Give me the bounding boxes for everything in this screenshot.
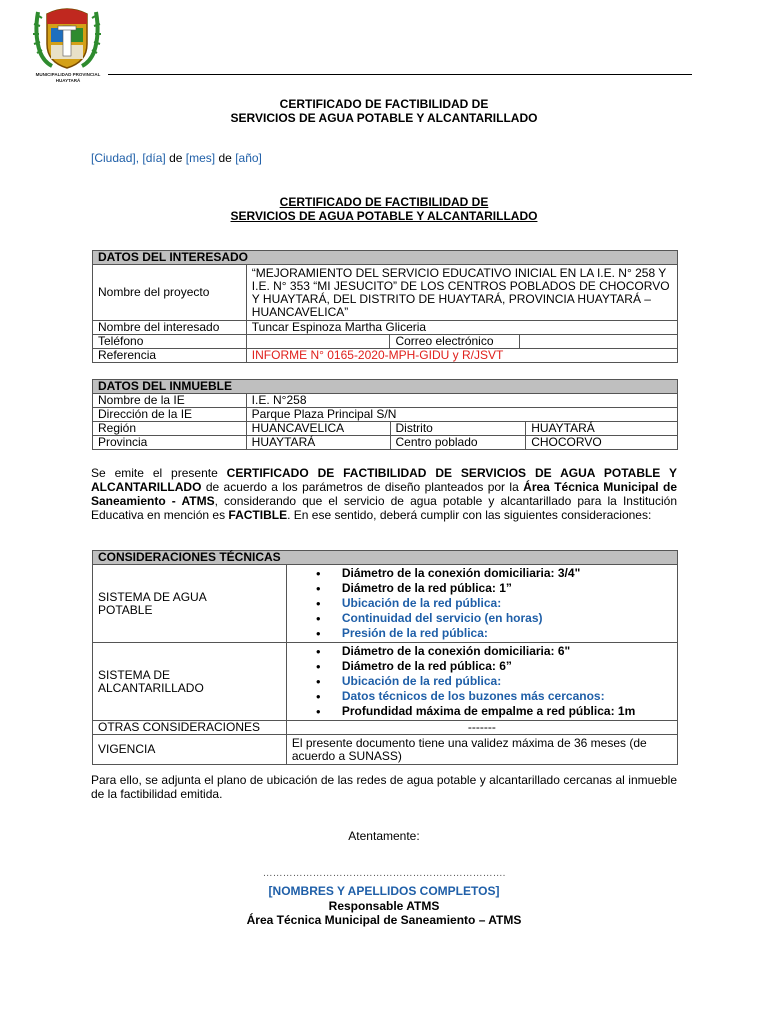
table-row <box>93 735 678 765</box>
otras-consideraciones-label: OTRAS CONSIDERACIONES <box>93 721 287 735</box>
closing-paragraph: Para ello, se adjunta el plano de ubicación de las redes de agua potable y alcantarillado cercanas al inmueble de la factibilidad emitida. <box>91 773 677 801</box>
logo-caption-line1: MUNICIPALIDAD PROVINCIAL <box>35 72 101 77</box>
document-title <box>0 97 768 125</box>
datos-interesado-header: DATOS DEL INTERESADO <box>93 251 678 265</box>
emission-text-4: . En ese sentido, deberá cumplir con las siguientes consideraciones: <box>287 508 652 522</box>
distrito-value: HUAYTARÁ <box>526 422 678 436</box>
date-de-2: de <box>218 151 232 165</box>
otras-consideraciones-value: ------- <box>286 721 677 735</box>
emission-bold-3: FACTIBLE <box>228 508 288 522</box>
provincia-label: Provincia <box>93 436 247 450</box>
table-row <box>93 408 678 422</box>
day-placeholder: [día] <box>142 151 166 165</box>
emission-bold-1: CERTIFICADO DE FACTIBILIDAD DE SERVICIOS DE AGUA POTABLE Y ALCANTARILLADO <box>91 466 678 494</box>
signer-area: Área Técnica Municipal de Saneamiento – ATMS <box>246 913 522 927</box>
list-item: ● Continuidad del servicio (en horas) <box>342 611 672 626</box>
list-item: ● Diámetro de la conexión domiciliaria: 3/4" <box>342 566 672 581</box>
list-item: ● Profundidad máxima de empalme a red pública: 1m <box>342 704 672 719</box>
nombre-proyecto-value: “MEJORAMIENTO DEL SERVICIO EDUCATIVO INICIAL EN LA I.E. N° 258 Y I.E. N° 353 “MI JESUCITO” DE LOS CENTROS POBLADOS DE CHOCORVO Y HUAYTARÁ, DEL DISTRITO DE HUAYTARÁ, PROVINCIA HUAYTARÁ –HUANCAVELICA” <box>246 265 677 321</box>
vigencia-label: VIGENCIA <box>93 735 287 765</box>
place-date <box>91 151 262 165</box>
nombre-proyecto-label: Nombre del proyecto <box>93 265 247 321</box>
month-placeholder: [mes] <box>185 151 216 165</box>
agua-potable-items-cell <box>286 565 677 643</box>
correo-value <box>520 335 678 349</box>
region-label: Región <box>93 422 247 436</box>
referencia-value: INFORME N° 0165-2020-MPH-GIDU y R/JSVT <box>246 349 677 363</box>
table-row <box>93 643 678 721</box>
nombre-ie-label: Nombre de la IE <box>93 394 247 408</box>
correo-label: Correo electrónico <box>390 335 520 349</box>
consideraciones-table <box>92 550 678 765</box>
header-rule <box>108 74 692 75</box>
table-row <box>93 335 678 349</box>
datos-inmueble-table <box>92 379 678 450</box>
list-item: ● Diámetro de la red pública: 6” <box>342 659 672 674</box>
alcantarillado-list <box>292 644 672 719</box>
table-row <box>93 321 678 335</box>
agua-potable-label <box>93 565 287 643</box>
centro-poblado-label: Centro poblado <box>390 436 526 450</box>
list-item: ● Diámetro de la red pública: 1” <box>342 581 672 596</box>
direccion-label: Dirección de la IE <box>93 408 247 422</box>
date-sep: , <box>135 151 140 165</box>
document-subtitle-line1: CERTIFICADO DE FACTIBILIDAD DE <box>279 195 489 209</box>
table-row <box>93 721 678 735</box>
table-row <box>93 565 678 643</box>
year-placeholder: [año] <box>235 151 262 165</box>
direccion-value: Parque Plaza Principal S/N <box>246 408 677 422</box>
consideraciones-header: CONSIDERACIONES TÉCNICAS <box>93 551 678 565</box>
alcantarillado-label <box>93 643 287 721</box>
list-item: ● Datos técnicos de los buzones más cercanos: <box>342 689 672 704</box>
logo-caption <box>28 72 108 84</box>
datos-inmueble-header: DATOS DEL INMUEBLE <box>93 380 678 394</box>
table-header-row <box>93 251 678 265</box>
agua-potable-list <box>292 566 672 641</box>
telefono-label: Teléfono <box>93 335 247 349</box>
provincia-value: HUAYTARÁ <box>246 436 390 450</box>
alcantarillado-items-cell <box>286 643 677 721</box>
document-subtitle-line2: SERVICIOS DE AGUA POTABLE Y ALCANTARILLADO <box>230 209 538 223</box>
emission-bold-2: Área Técnica Municipal de Saneamiento - ATMS <box>91 480 678 508</box>
list-item: ● Presión de la red pública: <box>342 626 672 641</box>
table-row <box>93 349 678 363</box>
table-row <box>93 436 678 450</box>
vigencia-value: El presente documento tiene una validez máxima de 36 meses (de acuerdo a SUNASS) <box>286 735 677 765</box>
signature-line: ………………………………………………………………. <box>262 868 506 879</box>
nombre-ie-value: I.E. N°258 <box>246 394 677 408</box>
signer-name-placeholder: [NOMBRES Y APELLIDOS COMPLETOS] <box>268 884 500 898</box>
region-value: HUANCAVELICA <box>246 422 390 436</box>
centro-poblado-value: CHOCORVO <box>526 436 678 450</box>
emission-text-3: , considerando que el servicio de agua potable y alcantarillado para la Institución Educativa en mención es <box>91 494 677 522</box>
alcantarillado-label-text: SISTEMA DE ALCANTARILLADO <box>98 667 204 695</box>
list-item: ● Ubicación de la red pública: <box>342 674 672 689</box>
list-item: ● Ubicación de la red pública: <box>342 596 672 611</box>
emission-text-1: Se emite el presente <box>91 466 227 480</box>
agua-potable-label-text: SISTEMA DE AGUA POTABLE <box>98 589 207 617</box>
distrito-label: Distrito <box>390 422 526 436</box>
city-placeholder: [Ciudad] <box>91 151 136 165</box>
nombre-interesado-value: Tuncar Espinoza Martha Gliceria <box>246 321 677 335</box>
list-item: ● Diámetro de la conexión domiciliaria: 6" <box>342 644 672 659</box>
table-row <box>93 394 678 408</box>
logo-caption-line2: HUAYTARÁ <box>55 78 81 83</box>
document-title-line2: SERVICIOS DE AGUA POTABLE Y ALCANTARILLADO <box>230 111 538 125</box>
datos-interesado-table <box>92 250 678 363</box>
document-title-line1: CERTIFICADO DE FACTIBILIDAD DE <box>279 97 489 111</box>
document-subtitle <box>0 195 768 223</box>
table-header-row <box>93 551 678 565</box>
emission-paragraph <box>91 466 677 522</box>
table-row <box>93 265 678 321</box>
table-header-row <box>93 380 678 394</box>
telefono-value <box>246 335 390 349</box>
referencia-label: Referencia <box>93 349 247 363</box>
emission-text-2: de acuerdo a los parámetros de diseño planteados por la <box>201 480 524 494</box>
nombre-interesado-label: Nombre del interesado <box>93 321 247 335</box>
table-row <box>93 422 678 436</box>
atentamente: Atentamente: <box>348 829 420 843</box>
signer-role: Responsable ATMS <box>328 899 440 913</box>
date-de-1: de <box>169 151 183 165</box>
